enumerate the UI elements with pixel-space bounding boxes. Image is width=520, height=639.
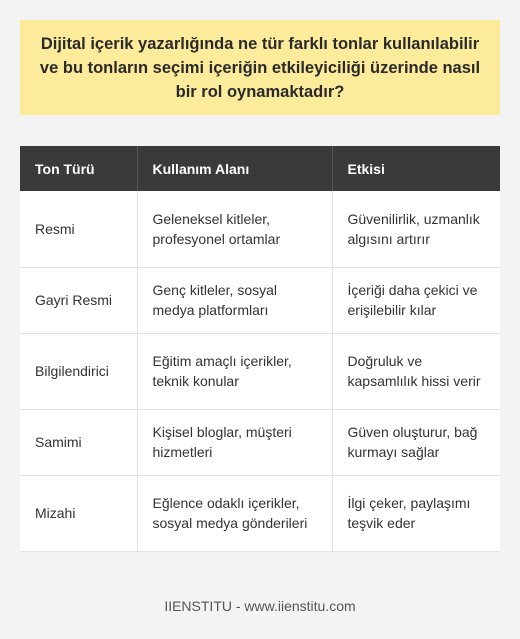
effect-cell: Doğruluk ve kapsamlılık hissi verir (332, 333, 500, 409)
usage-area-cell: Kişisel bloglar, müşteri hizmetleri (137, 409, 332, 475)
tone-type-cell: Samimi (20, 409, 137, 475)
table-row (20, 191, 500, 267)
column-header-usage-area: Kullanım Alanı (137, 146, 332, 191)
usage-area-cell: Eğitim amaçlı içerikler, teknik konular (137, 333, 332, 409)
usage-area-cell: Geleneksel kitleler, profesyonel ortamlar (137, 191, 332, 267)
tone-table (20, 146, 500, 552)
table-header-row (20, 146, 500, 191)
effect-cell: Güven oluşturur, bağ kurmayı sağlar (332, 409, 500, 475)
usage-area-cell: Genç kitleler, sosyal medya platformları (137, 267, 332, 333)
table-row (20, 475, 500, 551)
tone-type-cell: Bilgilendirici (20, 333, 137, 409)
page-title: Dijital içerik yazarlığında ne tür farklı tonlar kullanılabilir ve bu tonların seçimi içeriğin etkileyiciliği üzerinde nasıl bir rol oynamaktadır? (39, 34, 481, 101)
tone-type-cell: Resmi (20, 191, 137, 267)
table-row (20, 267, 500, 333)
effect-cell: Güvenilirlik, uzmanlık algısını artırır (332, 191, 500, 267)
column-header-effect: Etkisi (332, 146, 500, 191)
tone-type-cell: Gayri Resmi (20, 267, 137, 333)
tone-type-cell: Mizahi (20, 475, 137, 551)
effect-cell: İlgi çeker, paylaşımı teşvik eder (332, 475, 500, 551)
table-row (20, 333, 500, 409)
title-box (20, 20, 500, 115)
footer-credit: IIENSTITU - www.iienstitu.com (164, 598, 356, 614)
effect-cell: İçeriği daha çekici ve erişilebilir kılar (332, 267, 500, 333)
usage-area-cell: Eğlence odaklı içerikler, sosyal medya gönderileri (137, 475, 332, 551)
column-header-tone-type: Ton Türü (20, 146, 137, 191)
table-row (20, 409, 500, 475)
